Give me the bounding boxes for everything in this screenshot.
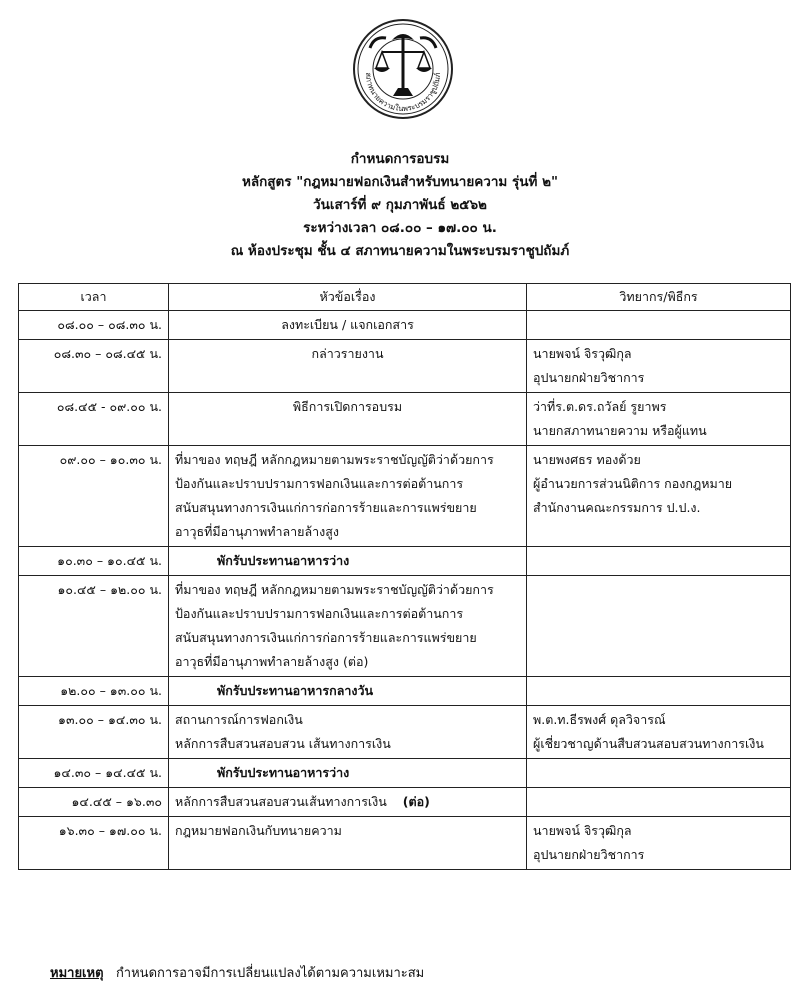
- topic-line: [175, 578, 520, 602]
- course-name: หลักสูตร "กฎหมายฟอกเงินสำหรับทนายความ รุ่นที่ ๒": [241, 174, 559, 190]
- event-time-range: ระหว่างเวลา ๐๘.๐๐ – ๑๗.๐๐ น.: [303, 220, 497, 236]
- topic-line: [175, 708, 520, 732]
- schedule-speaker: [527, 788, 791, 817]
- table-row: [19, 340, 791, 393]
- schedule-time: ๑๖.๓๐ – ๑๗.๐๐ น.: [19, 817, 169, 870]
- column-header-topic: หัวข้อเรื่อง: [169, 284, 527, 311]
- schedule-topic: [169, 446, 527, 547]
- schedule-speaker: [527, 576, 791, 677]
- council-seal-logo: [352, 18, 454, 120]
- topic-line: [175, 819, 520, 843]
- speaker-line: ผู้อำนวยการส่วนนิติการ กองกฎหมาย: [533, 476, 733, 491]
- topic-line: [175, 395, 520, 419]
- topic-text: พักรับประทานอาหารว่าง: [217, 765, 350, 780]
- schedule-topic: [169, 759, 527, 788]
- topic-line: [175, 520, 520, 544]
- schedule-time: ๐๘.๐๐ – ๐๘.๓๐ น.: [19, 311, 169, 340]
- schedule-speaker: [527, 759, 791, 788]
- topic-text: ป้องกันและปราบปรามการฟอกเงินและการต่อต้านการ: [175, 476, 464, 491]
- topic-line: [175, 496, 520, 520]
- schedule-speaker: [527, 547, 791, 576]
- topic-text: พิธีการเปิดการอบรม: [292, 399, 403, 414]
- speaker-line: นายพงศธร ทองด้วย: [533, 452, 641, 467]
- topic-text: ป้องกันและปราบปรามการฟอกเงินและการต่อต้านการ: [175, 606, 464, 621]
- footnote: [50, 962, 424, 983]
- topic-text: อาวุธที่มีอานุภาพทำลายล้างสูง (ต่อ): [175, 654, 369, 669]
- schedule-topic: [169, 788, 527, 817]
- topic-line: [217, 679, 520, 703]
- event-venue: ณ ห้องประชุม ชั้น ๔ สภาทนายความในพระบรมราชูปถัมภ์: [230, 243, 570, 259]
- schedule-time: ๐๘.๓๐ – ๐๘.๔๕ น.: [19, 340, 169, 393]
- topic-text: พักรับประทานอาหารกลางวัน: [217, 683, 374, 698]
- column-header-time: เวลา: [19, 284, 169, 311]
- table-row: [19, 677, 791, 706]
- topic-line: [175, 448, 520, 472]
- footnote-label: หมายเหตุ: [50, 966, 104, 981]
- table-row: [19, 547, 791, 576]
- schedule-time: ๑๒.๐๐ – ๑๓.๐๐ น.: [19, 677, 169, 706]
- schedule-speaker: [527, 446, 791, 547]
- table-row: [19, 311, 791, 340]
- schedule-speaker: [527, 817, 791, 870]
- topic-text: ที่มาของ ทฤษฎี หลักกฎหมายตามพระราชบัญญัติว่าด้วยการ: [175, 582, 494, 597]
- speaker-line: นายพจน์ จิรวุฒิกุล: [533, 346, 632, 361]
- seal-text: สภาทนายความในพระบรมราชูปถัมภ์: [363, 72, 443, 114]
- schedule-time: ๑๓.๐๐ – ๑๔.๓๐ น.: [19, 706, 169, 759]
- table-header-row: [19, 284, 791, 311]
- schedule-speaker: [527, 706, 791, 759]
- schedule-speaker: [527, 311, 791, 340]
- topic-text: พักรับประทานอาหารว่าง: [217, 553, 350, 568]
- schedule-topic: [169, 311, 527, 340]
- column-header-speaker: วิทยากร/พิธีกร: [527, 284, 791, 311]
- table-row: [19, 446, 791, 547]
- schedule-speaker: [527, 340, 791, 393]
- table-row: [19, 706, 791, 759]
- schedule-topic: [169, 706, 527, 759]
- schedule-speaker: [527, 393, 791, 446]
- topic-line: [217, 549, 520, 573]
- topic-line: [175, 732, 520, 756]
- speaker-line: สำนักงานคณะกรรมการ ป.ป.ง.: [533, 500, 701, 515]
- topic-line: [175, 790, 520, 814]
- schedule-topic: [169, 547, 527, 576]
- topic-line: [175, 472, 520, 496]
- speaker-line: อุปนายกฝ่ายวิชาการ: [533, 370, 645, 385]
- continued-marker: (ต่อ): [402, 794, 430, 809]
- schedule-topic: [169, 677, 527, 706]
- topic-line: [175, 313, 520, 337]
- speaker-line: นายพจน์ จิรวุฒิกุล: [533, 823, 632, 838]
- topic-text: หลักการสืบสวนสอบสวน เส้นทางการเงิน: [175, 736, 391, 751]
- table-row: [19, 817, 791, 870]
- table-row: [19, 788, 791, 817]
- topic-line: [217, 761, 520, 785]
- table-row: [19, 759, 791, 788]
- topic-text: อาวุธที่มีอานุภาพทำลายล้างสูง: [175, 524, 340, 539]
- table-row: [19, 576, 791, 677]
- topic-text: สถานการณ์การฟอกเงิน: [175, 712, 303, 727]
- topic-text: สนับสนุนทางการเงินแก่การก่อการร้ายและการแพร่ขยาย: [175, 630, 477, 645]
- schedule-time: ๐๘.๔๕ - ๐๙.๐๐ น.: [19, 393, 169, 446]
- topic-line: [175, 602, 520, 626]
- schedule-topic: [169, 576, 527, 677]
- event-date: วันเสาร์ที่ ๙ กุมภาพันธ์ ๒๕๖๒: [313, 197, 487, 213]
- table-row: [19, 393, 791, 446]
- topic-line: [175, 626, 520, 650]
- speaker-line: พ.ต.ท.ธีรพงศ์ ดุลวิจารณ์: [533, 712, 666, 727]
- speaker-line: ผู้เชี่ยวชาญด้านสืบสวนสอบสวนทางการเงิน: [533, 736, 764, 751]
- schedule-time: ๑๔.๔๕ – ๑๖.๓๐: [19, 788, 169, 817]
- topic-text: กฎหมายฟอกเงินกับทนายความ: [175, 823, 342, 838]
- speaker-line: นายกสภาทนายความ หรือผู้แทน: [533, 423, 707, 438]
- topic-line: [175, 650, 520, 674]
- title-block: [0, 148, 800, 263]
- schedule-time: ๐๙.๐๐ – ๑๐.๓๐ น.: [19, 446, 169, 547]
- topic-line: [175, 342, 520, 366]
- topic-text: หลักการสืบสวนสอบสวนเส้นทางการเงิน: [175, 794, 387, 809]
- schedule-topic: [169, 340, 527, 393]
- footnote-text: กำหนดการอาจมีการเปลี่ยนแปลงได้ตามความเหมาะสม: [115, 966, 425, 981]
- schedule-topic: [169, 393, 527, 446]
- topic-text: สนับสนุนทางการเงินแก่การก่อการร้ายและการแพร่ขยาย: [175, 500, 477, 515]
- topic-text: ที่มาของ ทฤษฎี หลักกฎหมายตามพระราชบัญญัติว่าด้วยการ: [175, 452, 494, 467]
- topic-text: กล่าวรายงาน: [311, 346, 384, 361]
- schedule-time: ๑๐.๓๐ – ๑๐.๔๕ น.: [19, 547, 169, 576]
- schedule-table: [18, 283, 791, 870]
- speaker-line: อุปนายกฝ่ายวิชาการ: [533, 847, 645, 862]
- schedule-speaker: [527, 677, 791, 706]
- schedule-topic: [169, 817, 527, 870]
- schedule-time: ๑๔.๓๐ – ๑๔.๔๕ น.: [19, 759, 169, 788]
- document-title: กำหนดการอบรม: [350, 151, 450, 167]
- schedule-time: ๑๐.๔๕ – ๑๒.๐๐ น.: [19, 576, 169, 677]
- speaker-line: ว่าที่ร.ต.ดร.ถวัลย์ รูยาพร: [533, 399, 667, 414]
- topic-text: ลงทะเบียน / แจกเอกสาร: [281, 317, 414, 332]
